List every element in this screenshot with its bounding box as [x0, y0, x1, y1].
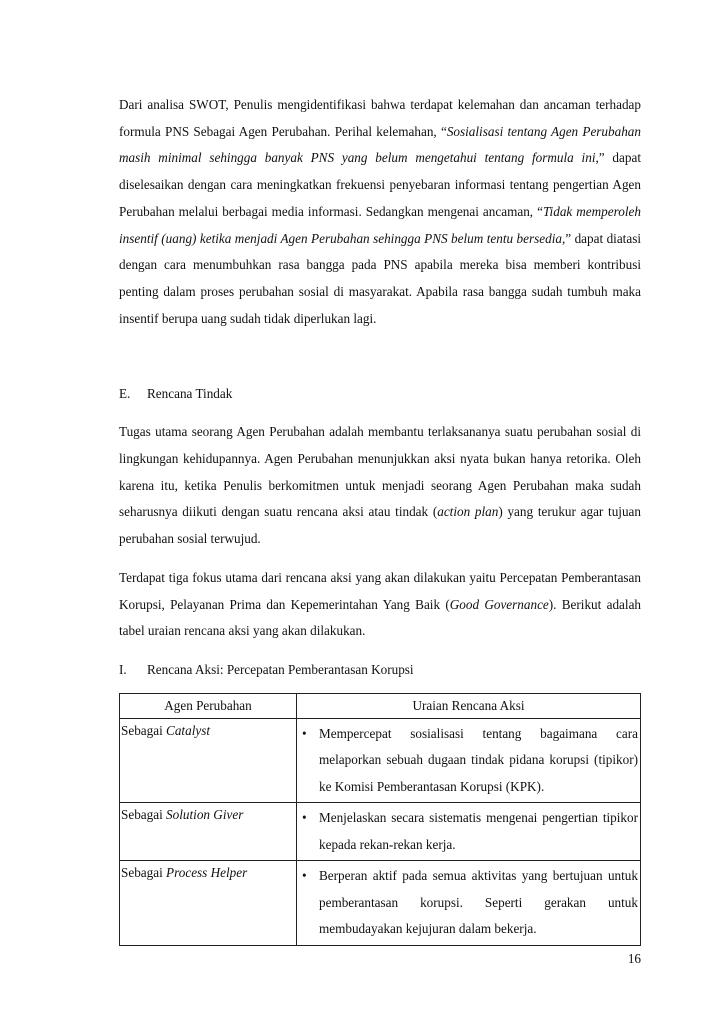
bullet-icon: •	[302, 725, 307, 741]
italic-quote: Sosialisasi tentang Agen Perubahan masih minimal sehingga banyak PNS yang belum mengetahui tentang formula ini	[119, 123, 641, 166]
bullet-icon: •	[302, 868, 307, 884]
section-title: Rencana Aksi: Percepatan Pemberantasan Korupsi	[147, 661, 414, 677]
paragraph-swot	[119, 92, 641, 332]
role-name: Process Helper	[166, 865, 248, 881]
page-content	[119, 92, 641, 946]
paragraph-tugas	[119, 419, 641, 553]
role-cell	[120, 861, 297, 946]
description-text: Menjelaskan secara sistematis mengenai pengertian tipikor kepada rekan-rekan kerja.	[319, 810, 638, 852]
table-header-row	[120, 693, 641, 718]
table-header-agen: Agen Perubahan	[120, 693, 297, 718]
section-title: Rencana Tindak	[147, 386, 233, 402]
text-run: Dari analisa SWOT, Penulis mengidentifikasi bahwa terdapat kelemahan dan ancaman terhadap formula PNS Sebagai Agen Perubahan. Perihal kelemahan, “	[119, 97, 641, 139]
paragraph-fokus	[119, 565, 641, 645]
role-cell	[120, 803, 297, 861]
text-run: ) yang terukur agar tujuan perubahan sosial terwujud.	[119, 504, 641, 547]
table-row	[120, 861, 641, 946]
section-heading-i	[119, 657, 641, 683]
text-run: Tugas utama seorang Agen Perubahan adalah membantu terlaksananya suatu perubahan sosial di lingkungan kehidupannya. Agen Perubahan menunjukkan aksi nyata bukan hanya retorika. Oleh karena itu, ketika Penulis berkomitmen untuk menjadi seorang Agen Perubahan maka sudah seharusnya diikuti dengan suatu rencana aksi atau tindak (	[119, 424, 641, 520]
table-row	[120, 718, 641, 803]
action-plan-table	[119, 693, 641, 946]
text-run: ,” dapat diatasi dengan cara menumbuhkan rasa bangga pada PNS apabila mereka bisa memberi kontribusi penting dalam proses perubahan sosial di masyarakat. Apabila rasa bangga sudah tumbuh maka insentif berupa uang sudah tidak diperlukan lagi.	[119, 230, 641, 326]
italic-term: Good Governance	[449, 596, 549, 612]
description-text: Mempercepat sosialisasi tentang bagaimana cara melaporkan sebuah dugaan tindak pidana korupsi (tipikor) ke Komisi Pemberantasan Korupsi (KPK).	[319, 725, 638, 794]
italic-term: action plan	[437, 504, 499, 520]
role-prefix: Sebagai	[121, 807, 167, 823]
role-name: Solution Giver	[166, 807, 244, 823]
text-run: Terdapat tiga fokus utama dari rencana aksi yang akan dilakukan yaitu Percepatan Pemberantasan Korupsi, Pelayanan Prima dan Kepemerintahan Yang Baik (	[119, 569, 641, 612]
description-cell	[297, 861, 641, 946]
table-row	[120, 803, 641, 861]
role-prefix: Sebagai	[121, 722, 167, 738]
role-cell	[120, 718, 297, 803]
role-prefix: Sebagai	[121, 865, 167, 881]
section-heading-e	[119, 381, 641, 407]
bullet-icon: •	[302, 810, 307, 826]
page-number: 16	[627, 951, 641, 966]
role-name: Catalyst	[166, 722, 211, 738]
table-header-uraian: Uraian Rencana Aksi	[297, 693, 641, 718]
section-number: I.	[119, 661, 127, 677]
text-run: ). Berikut adalah tabel uraian rencana aksi yang akan dilakukan.	[119, 596, 642, 639]
description-text: Berperan aktif pada semua aktivitas yang bertujuan untuk pemberantasan korupsi. Seperti gerakan untuk membudayakan kejujuran dalam bekerja.	[319, 868, 638, 937]
section-number: E.	[119, 386, 131, 402]
italic-quote: Tidak memperoleh insentif (uang) ketika menjadi Agen Perubahan sehingga PNS belum tentu bersedia	[119, 203, 641, 246]
description-cell	[297, 803, 641, 861]
text-run: ,” dapat diselesaikan dengan cara meningkatkan frekuensi penyebaran informasi tentang pengertian Agen Perubahan melalui berbagai media informasi. Sedangkan mengenai ancaman, “	[119, 150, 641, 219]
description-cell	[297, 718, 641, 803]
